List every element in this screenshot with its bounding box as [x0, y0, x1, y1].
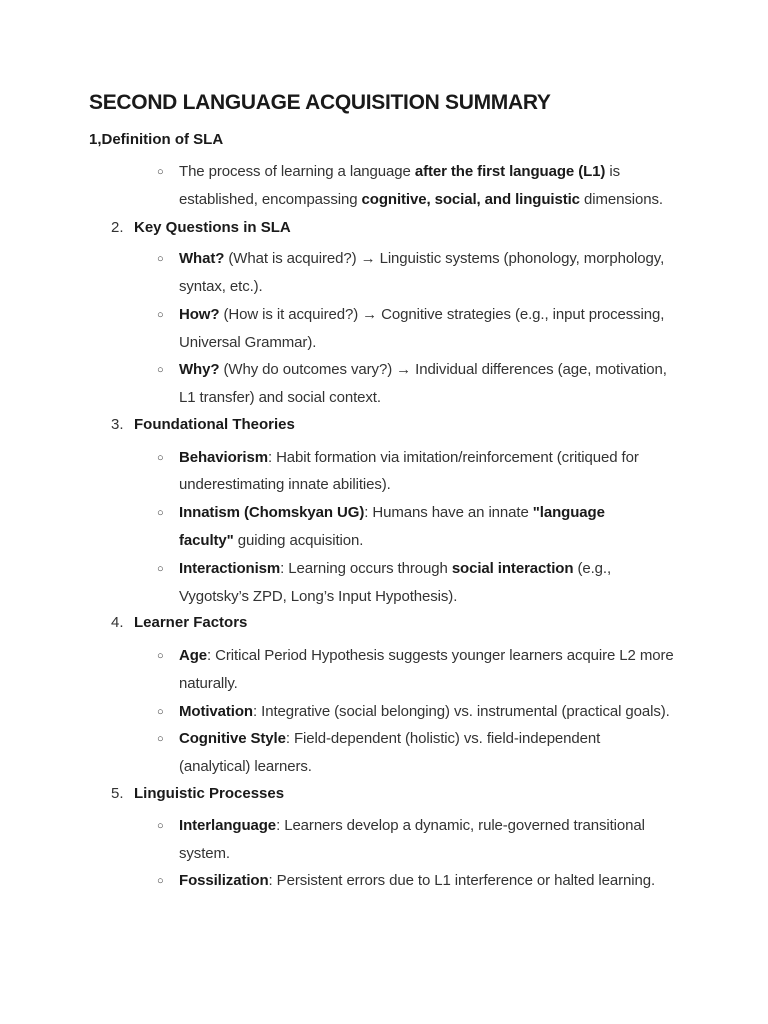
bold-term: How?	[179, 306, 220, 323]
section-heading: 1,Definition of SLA	[89, 131, 224, 148]
bold-term: Motivation	[179, 703, 253, 720]
list-bullet-icon: ○	[157, 563, 164, 575]
list-item-line	[179, 817, 645, 834]
section-number: 3.	[111, 416, 124, 433]
bold-term: Fossilization	[179, 872, 269, 889]
text-run: L1 transfer) and social context.	[179, 389, 381, 406]
bold-term: "language	[532, 504, 605, 521]
list-item-line	[179, 361, 667, 378]
text-run: : Field-dependent (holistic) vs. field-independent	[285, 730, 601, 747]
section-heading: Foundational Theories	[134, 416, 295, 433]
section-heading: Linguistic Processes	[134, 785, 285, 802]
text-run: (analytical) learners.	[179, 758, 312, 775]
text-run: (What is acquired?) → Linguistic systems (phonology, morphology,	[224, 250, 665, 267]
list-bullet-icon: ○	[157, 706, 164, 718]
text-run: is	[605, 163, 620, 180]
list-item-line	[179, 588, 457, 605]
list-item-line	[179, 845, 230, 862]
bold-term: faculty"	[179, 532, 234, 549]
text-run: : Learning occurs through	[280, 560, 452, 577]
section-heading: Learner Factors	[134, 614, 248, 631]
list-item-line	[179, 560, 611, 577]
text-run: established, encompassing	[179, 191, 362, 208]
list-item-line	[179, 675, 238, 692]
list-item-line	[179, 278, 263, 295]
list-item-line	[179, 647, 674, 664]
text-run: (e.g.,	[573, 560, 612, 577]
text-run: The process of learning a language	[179, 163, 415, 180]
text-run: (How is it acquired?) → Cognitive strategies (e.g., input processing,	[219, 306, 665, 323]
bold-term: Interlanguage	[179, 817, 277, 834]
section-number: 5.	[111, 785, 124, 802]
section-number: 4.	[111, 614, 124, 631]
page-title: SECOND LANGUAGE ACQUISITION SUMMARY	[89, 91, 551, 114]
text-run: system.	[179, 845, 230, 862]
bold-term: What?	[179, 250, 225, 267]
list-item-line	[179, 163, 620, 180]
text-run: : Learners develop a dynamic, rule-governed transitional	[276, 817, 645, 834]
list-bullet-icon: ○	[157, 875, 164, 887]
bold-term: Behaviorism	[179, 449, 268, 466]
text-run: : Critical Period Hypothesis suggests younger learners acquire L2 more	[207, 647, 674, 664]
text-run: dimensions.	[579, 191, 663, 208]
section-heading: Key Questions in SLA	[134, 219, 291, 236]
text-run: underestimating innate abilities).	[179, 476, 391, 493]
list-bullet-icon: ○	[157, 650, 164, 662]
list-bullet-icon: ○	[157, 733, 164, 745]
text-run: (Why do outcomes vary?) → Individual differences (age, motivation,	[219, 361, 667, 378]
bold-term: Innatism (Chomskyan UG)	[179, 504, 365, 521]
list-item-line	[179, 389, 381, 406]
text-run: Vygotsky’s ZPD, Long’s Input Hypothesis).	[179, 588, 458, 605]
text-run: : Humans have an innate	[364, 504, 533, 521]
list-item-line	[179, 250, 664, 267]
bold-term: cognitive, social, and linguistic	[361, 191, 580, 208]
bold-term: Why?	[179, 361, 220, 378]
list-bullet-icon: ○	[157, 364, 164, 376]
list-item-line	[179, 758, 312, 775]
text-run: guiding acquisition.	[233, 532, 364, 549]
bold-term: Interactionism	[179, 560, 281, 577]
text-run: naturally.	[179, 675, 238, 692]
text-run: : Integrative (social belonging) vs. instrumental (practical goals).	[253, 703, 670, 720]
list-item-line	[179, 532, 363, 549]
bold-term: social interaction	[451, 560, 574, 577]
list-item-line	[179, 306, 664, 323]
text-run: : Persistent errors due to L1 interference or halted learning.	[268, 872, 656, 889]
list-bullet-icon: ○	[157, 820, 164, 832]
list-item-line	[179, 449, 639, 466]
list-item-line	[179, 872, 655, 889]
list-item-line	[179, 504, 605, 521]
list-bullet-icon: ○	[157, 452, 164, 464]
text-run: : Habit formation via imitation/reinforcement (critiqued for	[267, 449, 639, 466]
list-bullet-icon: ○	[157, 253, 164, 265]
bold-term: after the first language (L1)	[414, 163, 606, 180]
list-bullet-icon: ○	[157, 166, 164, 178]
text-run: syntax, etc.).	[179, 278, 263, 295]
list-item-line	[179, 476, 391, 493]
bold-term: Age	[179, 647, 208, 664]
list-bullet-icon: ○	[157, 309, 164, 321]
list-item-line	[179, 334, 316, 351]
text-run: Universal Grammar).	[179, 334, 317, 351]
bold-term: Cognitive Style	[179, 730, 286, 747]
list-bullet-icon: ○	[157, 507, 164, 519]
section-number: 2.	[111, 219, 124, 236]
list-item-line	[179, 703, 670, 720]
list-item-line	[179, 191, 663, 208]
list-item-line	[179, 730, 600, 747]
